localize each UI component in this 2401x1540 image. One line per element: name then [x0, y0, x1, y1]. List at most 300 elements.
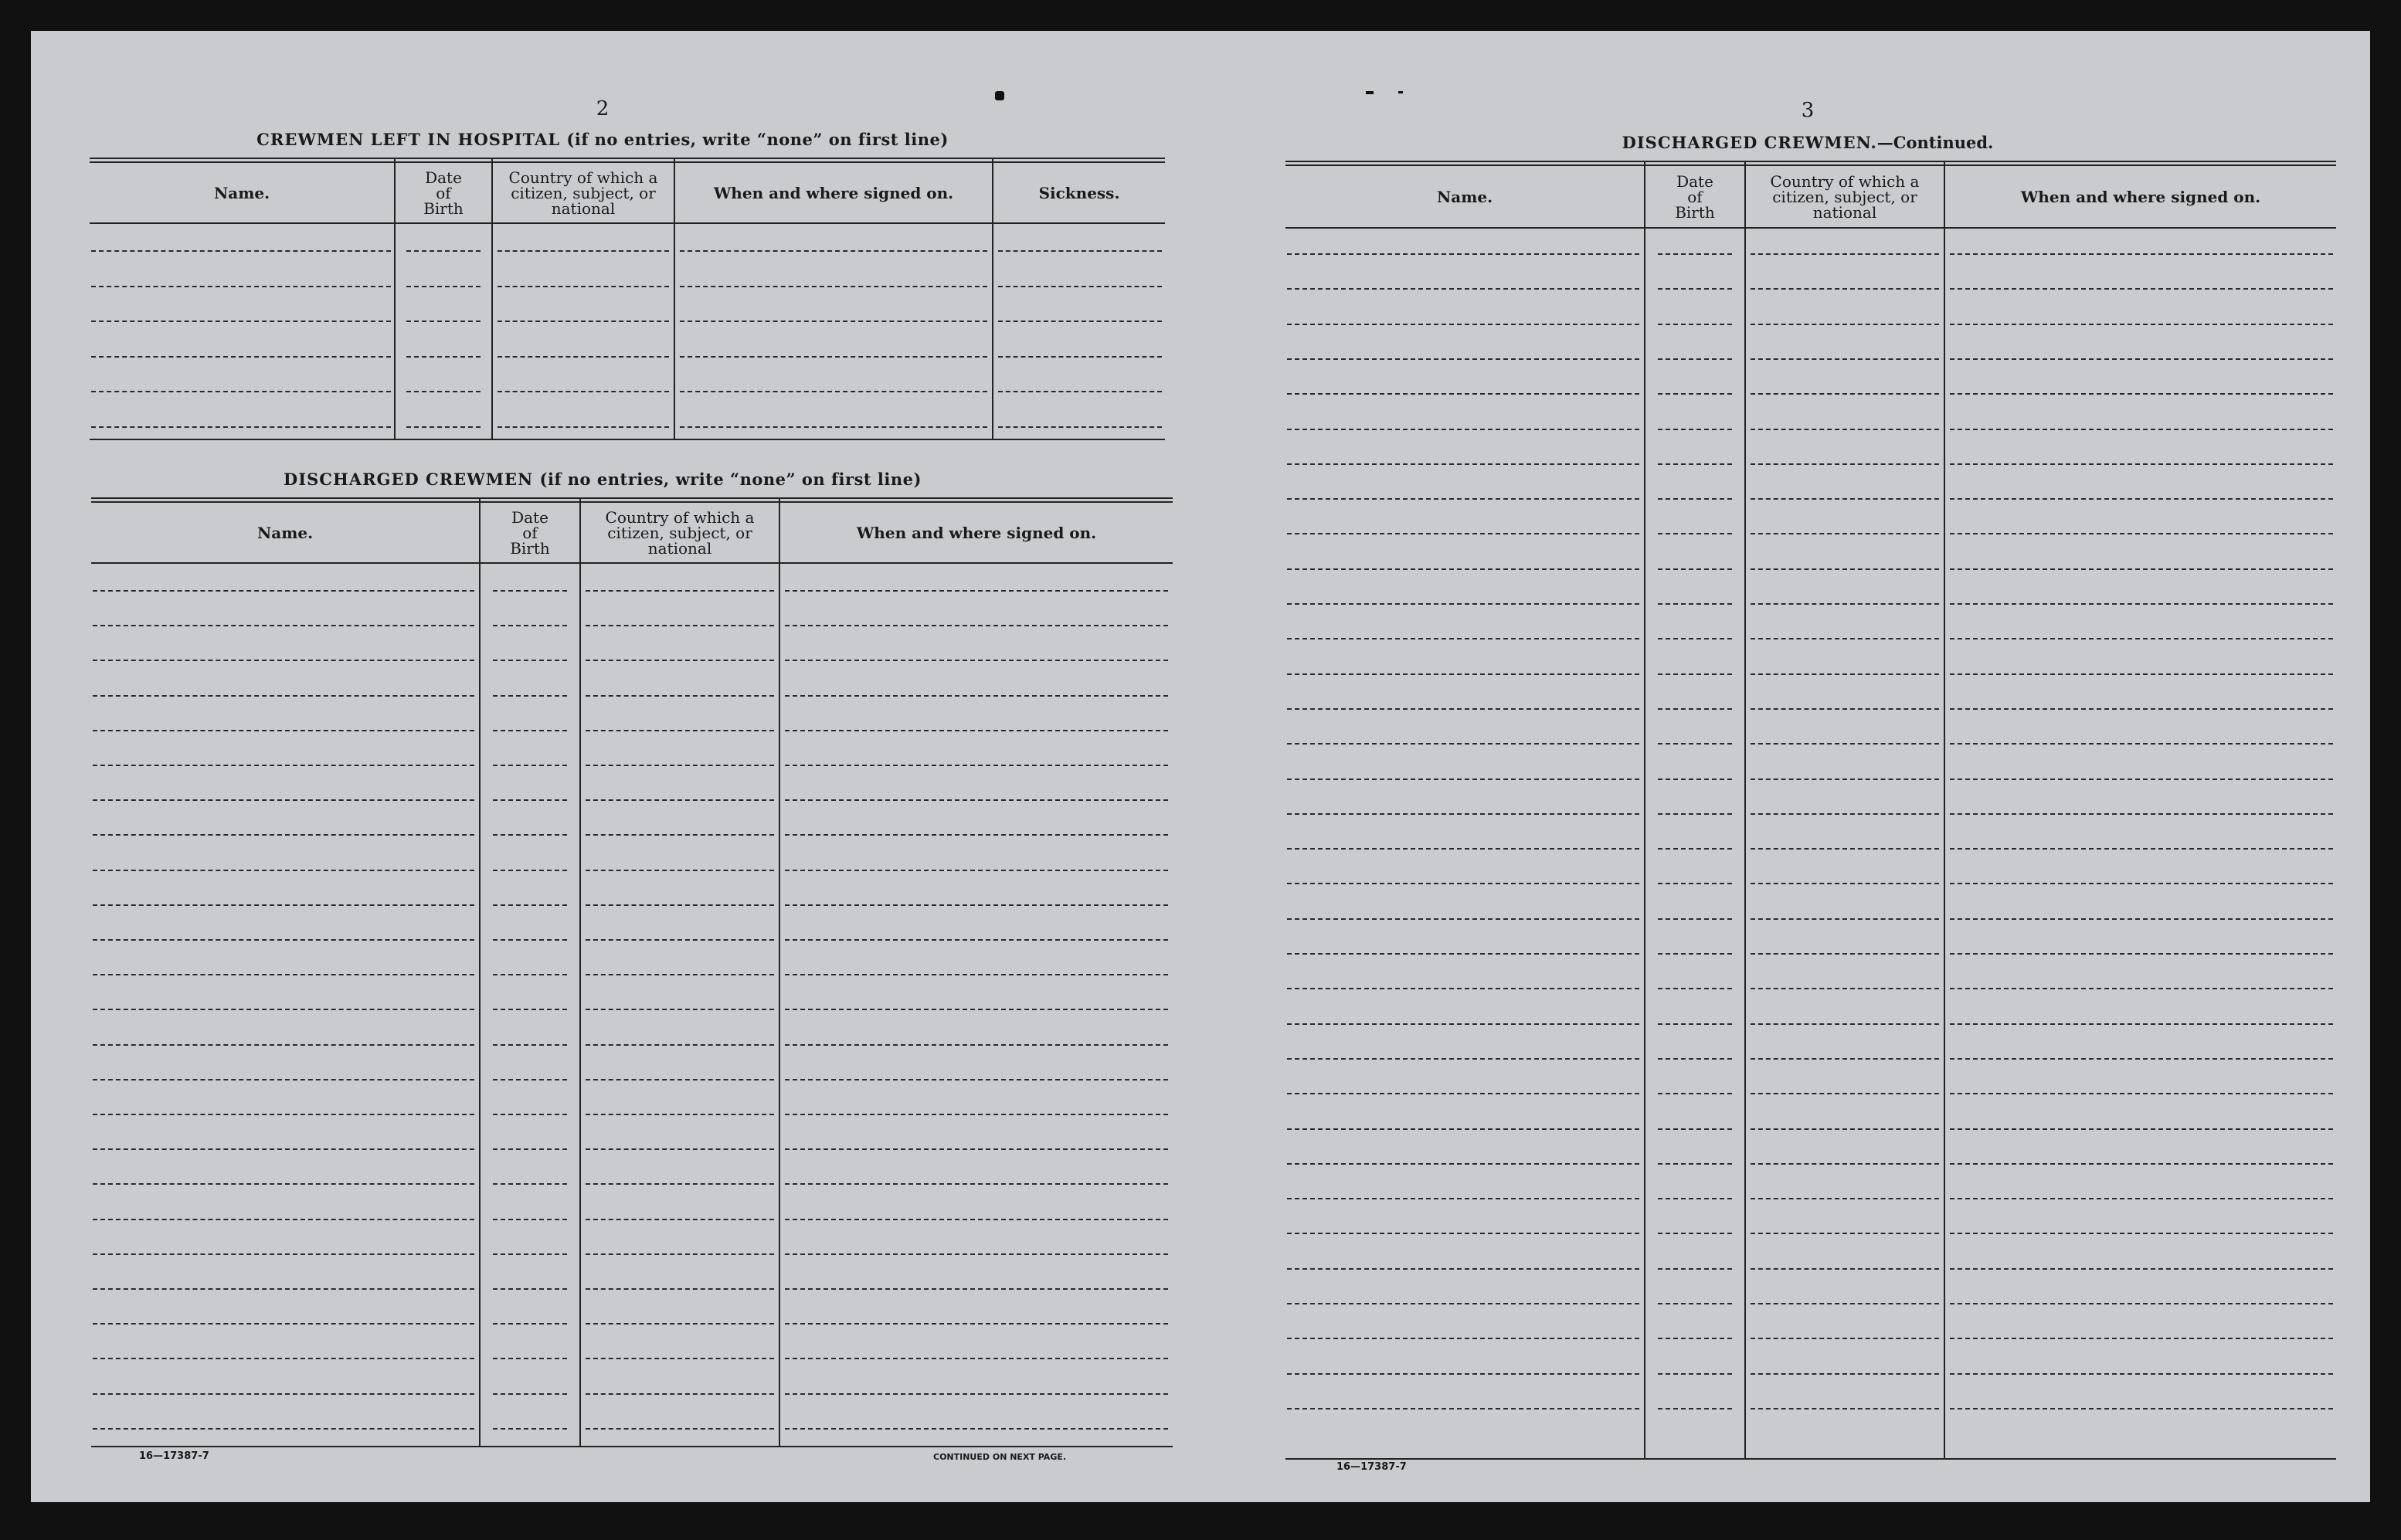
entry-line[interactable]	[785, 590, 1168, 592]
entry-line[interactable]	[785, 1009, 1168, 1010]
entry-line[interactable]	[1658, 918, 1732, 920]
entry-line[interactable]	[1287, 603, 1639, 605]
entry-line[interactable]	[1287, 708, 1639, 710]
entry-line[interactable]	[93, 1428, 474, 1430]
continued-col-signed: When and where signed on.	[2020, 188, 2261, 206]
entry-line[interactable]	[1658, 848, 1732, 850]
entry-line[interactable]	[1950, 1268, 2333, 1270]
entry-line[interactable]	[1950, 1163, 2333, 1165]
entry-line[interactable]	[91, 250, 391, 252]
entry-line[interactable]	[680, 321, 987, 322]
entry-line[interactable]	[493, 1428, 567, 1430]
entry-line[interactable]	[1287, 463, 1639, 465]
entry-line[interactable]	[1751, 813, 1939, 815]
entry-line[interactable]	[1658, 1373, 1732, 1375]
entry-line[interactable]	[785, 1079, 1168, 1080]
right-page	[1190, 31, 2370, 1502]
entry-line[interactable]	[1658, 288, 1732, 290]
entry-line[interactable]	[785, 1323, 1168, 1325]
entry-line[interactable]	[785, 625, 1168, 626]
entry-line[interactable]	[1658, 1303, 1732, 1304]
entry-line[interactable]	[1950, 393, 2333, 395]
entry-line[interactable]	[785, 1358, 1168, 1359]
entry-line[interactable]	[1287, 288, 1639, 290]
entry-line[interactable]	[586, 1253, 774, 1255]
hospital-table	[90, 158, 1165, 443]
hospital-title-note: (if no entries, write “none” on first line)	[566, 130, 949, 149]
entry-line[interactable]	[680, 426, 987, 428]
entry-line[interactable]	[93, 834, 474, 836]
entry-line[interactable]	[1751, 988, 1939, 989]
entry-line[interactable]	[785, 765, 1168, 766]
entry-line[interactable]	[785, 1183, 1168, 1185]
entry-line[interactable]	[93, 1219, 474, 1220]
entry-line[interactable]	[493, 1114, 567, 1115]
entry-line[interactable]	[493, 834, 567, 836]
continued-section-title	[1421, 133, 2194, 152]
entry-line[interactable]	[1751, 1338, 1939, 1339]
entry-line[interactable]	[1950, 778, 2333, 780]
entry-line[interactable]	[493, 625, 567, 626]
entry-line[interactable]	[1950, 988, 2333, 989]
entry-line[interactable]	[1287, 988, 1639, 989]
entry-line[interactable]	[586, 660, 774, 661]
entry-line[interactable]	[1950, 1023, 2333, 1025]
entry-line[interactable]	[1287, 1198, 1639, 1199]
entry-line[interactable]	[1751, 883, 1939, 884]
entry-line[interactable]	[1658, 393, 1732, 395]
entry-line[interactable]	[1751, 288, 1939, 290]
hospital-col-sickness: Sickness.	[1038, 184, 1120, 202]
discharged-title-text: DISCHARGED CREWMEN	[284, 470, 534, 489]
entry-line[interactable]	[1658, 1128, 1732, 1130]
entry-line[interactable]	[1751, 1093, 1939, 1094]
entry-line[interactable]	[1751, 1373, 1939, 1375]
entry-line[interactable]	[680, 356, 987, 358]
entry-line[interactable]	[785, 1253, 1168, 1255]
entry-line[interactable]	[586, 1009, 774, 1010]
entry-line[interactable]	[1950, 253, 2333, 255]
entry-line[interactable]	[1658, 498, 1732, 500]
entry-line[interactable]	[406, 321, 481, 322]
entry-line[interactable]	[93, 1009, 474, 1010]
entry-line[interactable]	[93, 590, 474, 592]
entry-line[interactable]	[785, 1428, 1168, 1430]
entry-line[interactable]	[1751, 603, 1939, 605]
entry-line[interactable]	[586, 799, 774, 801]
entry-line[interactable]	[1751, 1408, 1939, 1409]
entry-line[interactable]	[93, 765, 474, 766]
entry-line[interactable]	[91, 286, 391, 287]
entry-line[interactable]	[1658, 533, 1732, 534]
entry-line[interactable]	[586, 1288, 774, 1290]
entry-line[interactable]	[586, 1358, 774, 1359]
entry-line[interactable]	[1751, 1268, 1939, 1270]
entry-line[interactable]	[1950, 1058, 2333, 1060]
entry-line[interactable]	[998, 426, 1162, 428]
entry-line[interactable]	[785, 730, 1168, 731]
entry-line[interactable]	[1950, 1303, 2333, 1304]
entry-line[interactable]	[1658, 953, 1732, 955]
continued-title-suffix: —Continued.	[1876, 133, 1994, 152]
entry-line[interactable]	[1751, 253, 1939, 255]
entry-line[interactable]	[1950, 498, 2333, 500]
entry-line[interactable]	[1287, 429, 1639, 430]
entry-line[interactable]	[1751, 568, 1939, 570]
entry-line[interactable]	[1658, 603, 1732, 605]
entry-line[interactable]	[493, 870, 567, 871]
hospital-col-name: Name.	[213, 184, 270, 202]
entry-line[interactable]	[586, 1044, 774, 1046]
entry-line[interactable]	[493, 695, 567, 697]
entry-line[interactable]	[586, 765, 774, 766]
entry-line[interactable]	[586, 590, 774, 592]
discharged-col-signed: When and where signed on.	[856, 524, 1097, 542]
entry-line[interactable]	[1658, 463, 1732, 465]
entry-line[interactable]	[1950, 568, 2333, 570]
entry-line[interactable]	[1751, 1303, 1939, 1304]
form-sheet	[31, 31, 2370, 1502]
entry-line[interactable]	[586, 1393, 774, 1395]
entry-line[interactable]	[1287, 918, 1639, 920]
discharged-table	[91, 497, 1173, 1455]
entry-line[interactable]	[1950, 1093, 2333, 1094]
entry-line[interactable]	[586, 695, 774, 697]
entry-line[interactable]	[498, 391, 669, 392]
entry-line[interactable]	[93, 1253, 474, 1255]
ink-speck	[1398, 91, 1403, 93]
entry-line[interactable]	[93, 974, 474, 975]
entry-line[interactable]	[1658, 1058, 1732, 1060]
entry-line[interactable]	[406, 356, 481, 358]
entry-line[interactable]	[1950, 1408, 2333, 1409]
discharged-section-title	[108, 470, 1097, 489]
entry-line[interactable]	[586, 939, 774, 941]
entry-line[interactable]	[1751, 743, 1939, 745]
entry-line[interactable]	[586, 625, 774, 626]
entry-line[interactable]	[1658, 324, 1732, 325]
entry-line[interactable]	[498, 286, 669, 287]
entry-line[interactable]	[1287, 324, 1639, 325]
entry-line[interactable]	[1950, 953, 2333, 955]
entry-line[interactable]	[1751, 918, 1939, 920]
entry-line[interactable]	[93, 799, 474, 801]
entry-line[interactable]	[1287, 883, 1639, 884]
entry-line[interactable]	[586, 974, 774, 975]
entry-line[interactable]	[680, 250, 987, 252]
entry-line[interactable]	[586, 1219, 774, 1220]
entry-line[interactable]	[1950, 638, 2333, 639]
entry-line[interactable]	[586, 1114, 774, 1115]
entry-line[interactable]	[1751, 1128, 1939, 1130]
entry-line[interactable]	[785, 870, 1168, 871]
entry-line[interactable]	[91, 426, 391, 428]
entry-line[interactable]	[493, 1009, 567, 1010]
entry-line[interactable]	[1287, 1373, 1639, 1375]
entry-line[interactable]	[93, 1288, 474, 1290]
entry-line[interactable]	[586, 870, 774, 871]
entry-line[interactable]	[93, 1044, 474, 1046]
hospital-col-country: Country of which a citizen, subject, or national	[508, 168, 658, 218]
entry-line[interactable]	[1950, 743, 2333, 745]
page-number: 3	[1801, 99, 1815, 122]
entry-line[interactable]	[493, 1253, 567, 1255]
entry-line[interactable]	[498, 426, 669, 428]
form-code: 16—17387-7	[139, 1450, 209, 1462]
entry-line[interactable]	[1287, 673, 1639, 675]
entry-line[interactable]	[1287, 1128, 1639, 1130]
entry-line[interactable]	[785, 974, 1168, 975]
entry-line[interactable]	[1751, 1058, 1939, 1060]
entry-line[interactable]	[1658, 568, 1732, 570]
entry-line[interactable]	[493, 765, 567, 766]
entry-line[interactable]	[93, 1393, 474, 1395]
entry-line[interactable]	[586, 904, 774, 906]
entry-line[interactable]	[1658, 1408, 1732, 1409]
entry-line[interactable]	[1658, 708, 1732, 710]
entry-line[interactable]	[493, 1358, 567, 1359]
entry-line[interactable]	[1658, 673, 1732, 675]
entry-line[interactable]	[1950, 603, 2333, 605]
entry-line[interactable]	[93, 625, 474, 626]
entry-line[interactable]	[1751, 1233, 1939, 1234]
entry-line[interactable]	[785, 939, 1168, 941]
entry-line[interactable]	[406, 250, 481, 252]
entry-line[interactable]	[785, 1148, 1168, 1150]
entry-line[interactable]	[1751, 1023, 1939, 1025]
entry-line[interactable]	[1751, 358, 1939, 360]
entry-line[interactable]	[785, 904, 1168, 906]
entry-line[interactable]	[493, 1148, 567, 1150]
entry-line[interactable]	[785, 1044, 1168, 1046]
continued-col-dob: Date of Birth	[1675, 172, 1715, 222]
entry-line[interactable]	[1751, 498, 1939, 500]
entry-line[interactable]	[93, 904, 474, 906]
entry-line[interactable]	[1950, 848, 2333, 850]
entry-line[interactable]	[498, 356, 669, 358]
entry-line[interactable]	[1287, 848, 1639, 850]
entry-line[interactable]	[998, 286, 1162, 287]
entry-line[interactable]	[586, 1079, 774, 1080]
discharged-col-country: Country of which a citizen, subject, or national	[605, 508, 755, 558]
entry-line[interactable]	[1658, 883, 1732, 884]
entry-line[interactable]	[785, 1114, 1168, 1115]
entry-line[interactable]	[1751, 778, 1939, 780]
entry-line[interactable]	[1287, 393, 1639, 395]
entry-line[interactable]	[1950, 918, 2333, 920]
entry-line[interactable]	[1658, 743, 1732, 745]
entry-line[interactable]	[1287, 1058, 1639, 1060]
entry-line[interactable]	[93, 1323, 474, 1325]
discharged-col-dob: Date of Birth	[510, 508, 550, 558]
hospital-col-dob: Date of Birth	[423, 168, 464, 218]
entry-line[interactable]	[1287, 1163, 1639, 1165]
entry-line[interactable]	[1950, 429, 2333, 430]
entry-line[interactable]	[1751, 1163, 1939, 1165]
entry-line[interactable]	[493, 799, 567, 801]
entry-line[interactable]	[1287, 813, 1639, 815]
entry-line[interactable]	[493, 1219, 567, 1220]
discharged-title-note: (if no entries, write “none” on first line)	[539, 470, 922, 489]
entry-line[interactable]	[586, 1183, 774, 1185]
ink-speck	[1366, 91, 1374, 94]
entry-line[interactable]	[1751, 638, 1939, 639]
entry-line[interactable]	[493, 974, 567, 975]
entry-line[interactable]	[1751, 533, 1939, 534]
entry-line[interactable]	[785, 799, 1168, 801]
entry-line[interactable]	[93, 1114, 474, 1115]
entry-line[interactable]	[1287, 1233, 1639, 1234]
entry-line[interactable]	[493, 660, 567, 661]
entry-line[interactable]	[1950, 673, 2333, 675]
continued-col-country: Country of which a citizen, subject, or national	[1770, 172, 1920, 222]
entry-line[interactable]	[1751, 324, 1939, 325]
entry-line[interactable]	[498, 321, 669, 322]
entry-line[interactable]	[1658, 988, 1732, 989]
entry-line[interactable]	[1950, 1233, 2333, 1234]
entry-line[interactable]	[1287, 1338, 1639, 1339]
entry-line[interactable]	[586, 730, 774, 731]
entry-line[interactable]	[493, 1288, 567, 1290]
entry-line[interactable]	[1658, 1023, 1732, 1025]
entry-line[interactable]	[493, 1183, 567, 1185]
entry-line[interactable]	[93, 1358, 474, 1359]
entry-line[interactable]	[1950, 708, 2333, 710]
entry-line[interactable]	[93, 939, 474, 941]
entry-line[interactable]	[1751, 848, 1939, 850]
entry-line[interactable]	[1658, 1163, 1732, 1165]
entry-line[interactable]	[493, 1393, 567, 1395]
entry-line[interactable]	[1751, 429, 1939, 430]
entry-line[interactable]	[586, 1428, 774, 1430]
entry-line[interactable]	[93, 1148, 474, 1150]
entry-line[interactable]	[493, 590, 567, 592]
entry-line[interactable]	[93, 1183, 474, 1185]
entry-line[interactable]	[1287, 1268, 1639, 1270]
entry-line[interactable]	[1950, 533, 2333, 534]
entry-line[interactable]	[1287, 533, 1639, 534]
entry-line[interactable]	[1751, 708, 1939, 710]
entry-line[interactable]	[1287, 1093, 1639, 1094]
continued-note: CONTINUED ON NEXT PAGE.	[933, 1452, 1067, 1462]
entry-line[interactable]	[91, 391, 391, 392]
entry-line[interactable]	[1658, 253, 1732, 255]
entry-line[interactable]	[1658, 1338, 1732, 1339]
entry-line[interactable]	[1658, 1268, 1732, 1270]
entry-line[interactable]	[785, 1219, 1168, 1220]
entry-line[interactable]	[1658, 429, 1732, 430]
entry-line[interactable]	[493, 1044, 567, 1046]
continued-col-name: Name.	[1436, 188, 1493, 206]
entry-line[interactable]	[493, 1323, 567, 1325]
continued-table	[1285, 161, 2336, 1466]
entry-line[interactable]	[1287, 568, 1639, 570]
entry-line[interactable]	[93, 660, 474, 661]
entry-line[interactable]	[1950, 813, 2333, 815]
entry-line[interactable]	[1287, 253, 1639, 255]
entry-line[interactable]	[493, 730, 567, 731]
entry-line[interactable]	[785, 660, 1168, 661]
entry-line[interactable]	[1287, 358, 1639, 360]
entry-line[interactable]	[1751, 393, 1939, 395]
form-code: 16—17387-7	[1336, 1461, 1407, 1473]
entry-line[interactable]	[586, 1323, 774, 1325]
entry-line[interactable]	[1658, 1093, 1732, 1094]
discharged-col-name: Name.	[256, 524, 314, 542]
entry-line[interactable]	[93, 695, 474, 697]
entry-line[interactable]	[1287, 638, 1639, 639]
entry-line[interactable]	[1658, 358, 1732, 360]
entry-line[interactable]	[1658, 1233, 1732, 1234]
entry-line[interactable]	[406, 426, 481, 428]
entry-line[interactable]	[91, 321, 391, 322]
entry-line[interactable]	[1950, 883, 2333, 884]
entry-line[interactable]	[406, 391, 481, 392]
entry-line[interactable]	[1287, 743, 1639, 745]
entry-line[interactable]	[493, 939, 567, 941]
entry-line[interactable]	[1658, 638, 1732, 639]
entry-line[interactable]	[498, 250, 669, 252]
entry-line[interactable]	[1658, 813, 1732, 815]
entry-line[interactable]	[493, 1079, 567, 1080]
entry-line[interactable]	[1287, 1303, 1639, 1304]
entry-line[interactable]	[1287, 953, 1639, 955]
entry-line[interactable]	[1658, 778, 1732, 780]
entry-line[interactable]	[93, 870, 474, 871]
entry-line[interactable]	[1950, 1128, 2333, 1130]
entry-line[interactable]	[1950, 1373, 2333, 1375]
hospital-title-text: CREWMEN LEFT IN HOSPITAL	[256, 130, 561, 149]
entry-line[interactable]	[1950, 288, 2333, 290]
entry-line[interactable]	[1950, 1338, 2333, 1339]
entry-line[interactable]	[406, 286, 481, 287]
entry-line[interactable]	[493, 904, 567, 906]
entry-line[interactable]	[1287, 498, 1639, 500]
entry-line[interactable]	[1751, 463, 1939, 465]
entry-line[interactable]	[785, 1393, 1168, 1395]
entry-line[interactable]	[1658, 1198, 1732, 1199]
entry-line[interactable]	[1751, 953, 1939, 955]
entry-line[interactable]	[1751, 1198, 1939, 1199]
entry-line[interactable]	[1950, 324, 2333, 325]
entry-line[interactable]	[998, 250, 1162, 252]
entry-line[interactable]	[680, 391, 987, 392]
entry-line[interactable]	[1287, 1408, 1639, 1409]
entry-line[interactable]	[91, 356, 391, 358]
entry-line[interactable]	[1950, 1198, 2333, 1199]
entry-line[interactable]	[1287, 1023, 1639, 1025]
entry-line[interactable]	[785, 1288, 1168, 1290]
entry-line[interactable]	[998, 391, 1162, 392]
entry-line[interactable]	[1950, 358, 2333, 360]
entry-line[interactable]	[998, 356, 1162, 358]
entry-line[interactable]	[586, 1148, 774, 1150]
entry-line[interactable]	[998, 321, 1162, 322]
page-number: 2	[596, 97, 610, 120]
left-page	[31, 31, 1190, 1502]
entry-line[interactable]	[93, 730, 474, 731]
entry-line[interactable]	[1287, 778, 1639, 780]
entry-line[interactable]	[1950, 463, 2333, 465]
hospital-col-signed: When and where signed on.	[713, 184, 954, 202]
entry-line[interactable]	[785, 695, 1168, 697]
entry-line[interactable]	[586, 834, 774, 836]
entry-line[interactable]	[785, 834, 1168, 836]
entry-line[interactable]	[1751, 673, 1939, 675]
ink-speck	[995, 91, 1004, 100]
entry-line[interactable]	[93, 1079, 474, 1080]
entry-line[interactable]	[680, 286, 987, 287]
